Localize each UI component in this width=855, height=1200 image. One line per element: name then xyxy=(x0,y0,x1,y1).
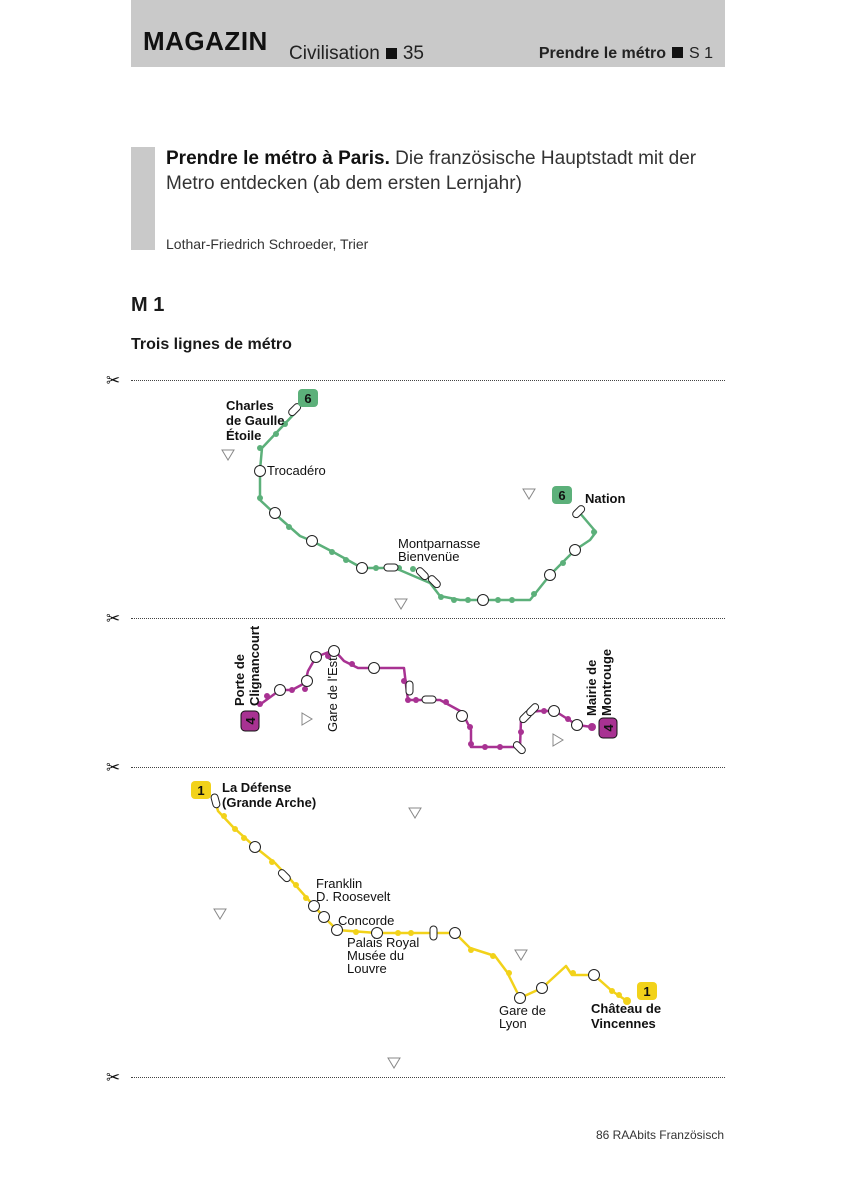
issue-prefix: Civilisation xyxy=(289,43,380,64)
line-4-stations xyxy=(275,646,583,756)
section-page: S 1 xyxy=(688,45,713,62)
intro-title: Prendre le métro à Paris. xyxy=(166,148,390,169)
terminus-porte-de-clignancourt: Porte de Clignancourt xyxy=(232,625,262,706)
intro-description: Die französische Hauptstadt mit der Metro entdecken (ab dem ersten Lernjahr) xyxy=(166,148,697,194)
line-1-stops xyxy=(221,813,631,1005)
triangle-icon xyxy=(302,713,312,725)
terminus-la-defense: La Défense (Grande Arche) xyxy=(222,780,317,810)
line-1-track xyxy=(215,800,627,1001)
triangle-icon xyxy=(388,1058,400,1068)
material-label: M 1 xyxy=(131,294,165,316)
scissors-icon: ✂ xyxy=(106,758,121,777)
metro-line-4 xyxy=(232,625,617,755)
footer-credit: 86 RAAbits Französisch xyxy=(595,1128,724,1142)
metro-line-6 xyxy=(226,389,626,606)
station-gare-de-lyon: Gare de Lyon xyxy=(499,1003,546,1031)
triangle-icon xyxy=(409,808,421,818)
metro-line-1 xyxy=(191,780,665,1031)
triangle-icon xyxy=(222,450,234,460)
triangle-icon xyxy=(515,950,527,960)
material-subtitle: Trois lignes de métro xyxy=(131,336,292,353)
station-concorde: Concorde xyxy=(338,913,395,928)
station-franklin-roosevelt: Franklin D. Roosevelt xyxy=(316,876,391,904)
section-title: Prendre le métro xyxy=(538,45,666,62)
terminus-mairie-de-montrouge: Mairie de Montrouge xyxy=(584,648,614,716)
scissors-icon: ✂ xyxy=(106,609,121,628)
terminus-chateau-de-vincennes: Château de Vincennes xyxy=(591,1001,662,1031)
line-1-stations xyxy=(210,793,599,1003)
line-1-number-a: 1 xyxy=(197,783,205,798)
station-gare-de-lest: Gare de l'Est xyxy=(325,657,340,732)
triangle-icon xyxy=(523,489,535,499)
station-montparnasse: Montparnasse Bienvenüe xyxy=(398,536,481,564)
line-4-number-b: 4 xyxy=(601,724,616,732)
station-palais-royal: Palais Royal Musée du Louvre xyxy=(347,935,420,976)
scissors-icon: ✂ xyxy=(106,371,121,390)
issue-number: 35 xyxy=(402,43,424,64)
triangle-icon xyxy=(214,909,226,919)
author: Lothar-Friedrich Schroeder, Trier xyxy=(166,236,369,252)
scissors-icon: ✂ xyxy=(106,1068,121,1087)
line-6-number-a: 6 xyxy=(304,391,312,406)
triangle-icon xyxy=(553,734,563,746)
brand-logo: MAGAZIN xyxy=(143,26,268,56)
station-trocadero: Trocadéro xyxy=(267,463,326,478)
line-6-number-b: 6 xyxy=(558,488,566,503)
terminus-nation: Nation xyxy=(585,491,626,506)
terminus-charles-de-gaulle: Charles de Gaulle Étoile xyxy=(226,398,285,443)
line-6-stations xyxy=(255,402,587,605)
triangle-icon xyxy=(395,599,407,609)
line-1-number-b: 1 xyxy=(643,984,651,999)
line-4-number-a: 4 xyxy=(243,717,258,725)
